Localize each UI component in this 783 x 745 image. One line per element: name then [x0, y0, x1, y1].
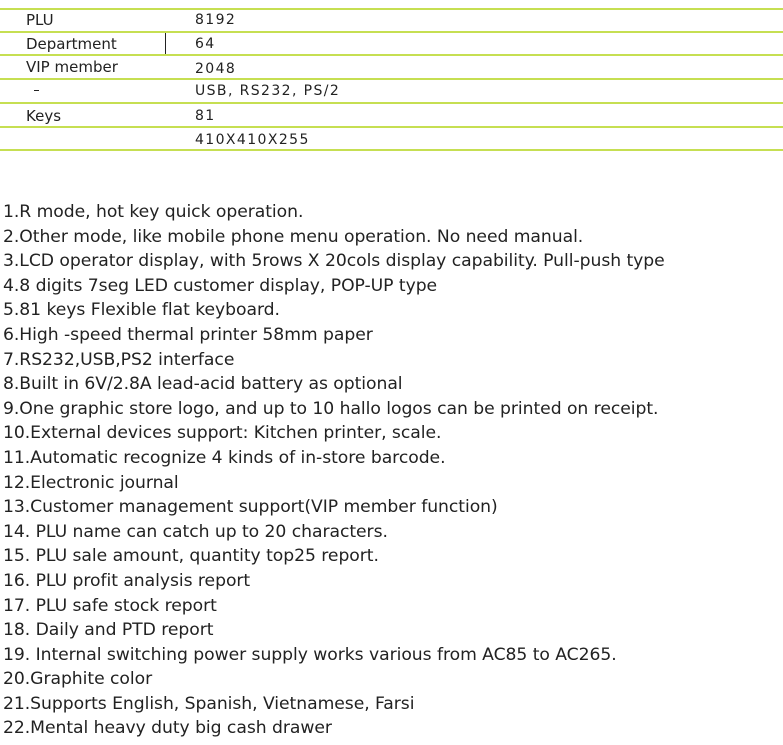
feature-item: 2.Other mode, like mobile phone menu operation. No need manual. [3, 226, 584, 247]
row-rule [0, 31, 783, 33]
spec-value-dimension: 410X410X255 [195, 132, 310, 148]
feature-item: 13.Customer management support(VIP member function) [3, 497, 498, 518]
feature-item: 5.81 keys Flexible flat keyboard. [3, 300, 280, 321]
feature-item: 22.Mental heavy duty big cash drawer [3, 718, 332, 739]
row-rule [0, 149, 783, 151]
feature-item: 15. PLU sale amount, quantity top25 report. [3, 546, 379, 567]
row-rule [0, 126, 783, 128]
feature-item: 17. PLU safe stock report [3, 595, 217, 616]
feature-item: 7.RS232,USB,PS2 interface [3, 349, 235, 370]
feature-item: 4.8 digits 7seg LED customer display, POP-UP type [3, 275, 438, 296]
feature-item: 1.R mode, hot key quick operation. [3, 202, 304, 222]
row-rule [0, 102, 783, 104]
spec-label-plu: PLU [26, 11, 54, 29]
feature-item: 14. PLU name can catch up to 20 characters. [3, 521, 388, 542]
label-tick [34, 90, 39, 91]
spec-label-department: Department [26, 35, 117, 53]
feature-item: 21.Supports English, Spanish, Vietnamese, Farsi [3, 693, 415, 714]
spec-value-interface: USB, RS232, PS/2 [195, 83, 341, 99]
feature-item: 12.Electronic journal [3, 472, 179, 493]
row-rule [0, 78, 783, 80]
feature-item: 9.One graphic store logo, and up to 10 hallo logos can be printed on receipt. [3, 398, 659, 419]
row-rule [0, 54, 783, 56]
spec-value-vip-member: 2048 [195, 61, 237, 77]
spec-table [0, 0, 783, 152]
feature-item: 18. Daily and PTD report [3, 620, 214, 641]
feature-item: 19. Internal switching power supply works various from AC85 to AC265. [3, 644, 617, 665]
feature-item: 10.External devices support: Kitchen printer, scale. [3, 423, 442, 444]
spec-value-keys: 81 [195, 108, 216, 124]
spec-label-keys: Keys [26, 107, 62, 125]
feature-list [3, 200, 783, 741]
spec-label-vip-member: VIP member [26, 58, 118, 76]
feature-item: 20.Graphite color [3, 669, 153, 690]
column-divider [165, 33, 166, 54]
feature-item: 8.Built in 6V/2.8A lead-acid battery as optional [3, 374, 403, 395]
feature-item: 11.Automatic recognize 4 kinds of in-store barcode. [3, 447, 446, 468]
feature-item: 3.LCD operator display, with 5rows X 20cols display capability. Pull-push type [3, 251, 665, 272]
feature-item: 6.High -speed thermal printer 58mm paper [3, 324, 373, 345]
row-rule [0, 8, 783, 10]
spec-value-plu: 8192 [195, 12, 237, 28]
spec-value-department: 64 [195, 36, 216, 52]
feature-item: 16. PLU profit analysis report [3, 570, 251, 591]
